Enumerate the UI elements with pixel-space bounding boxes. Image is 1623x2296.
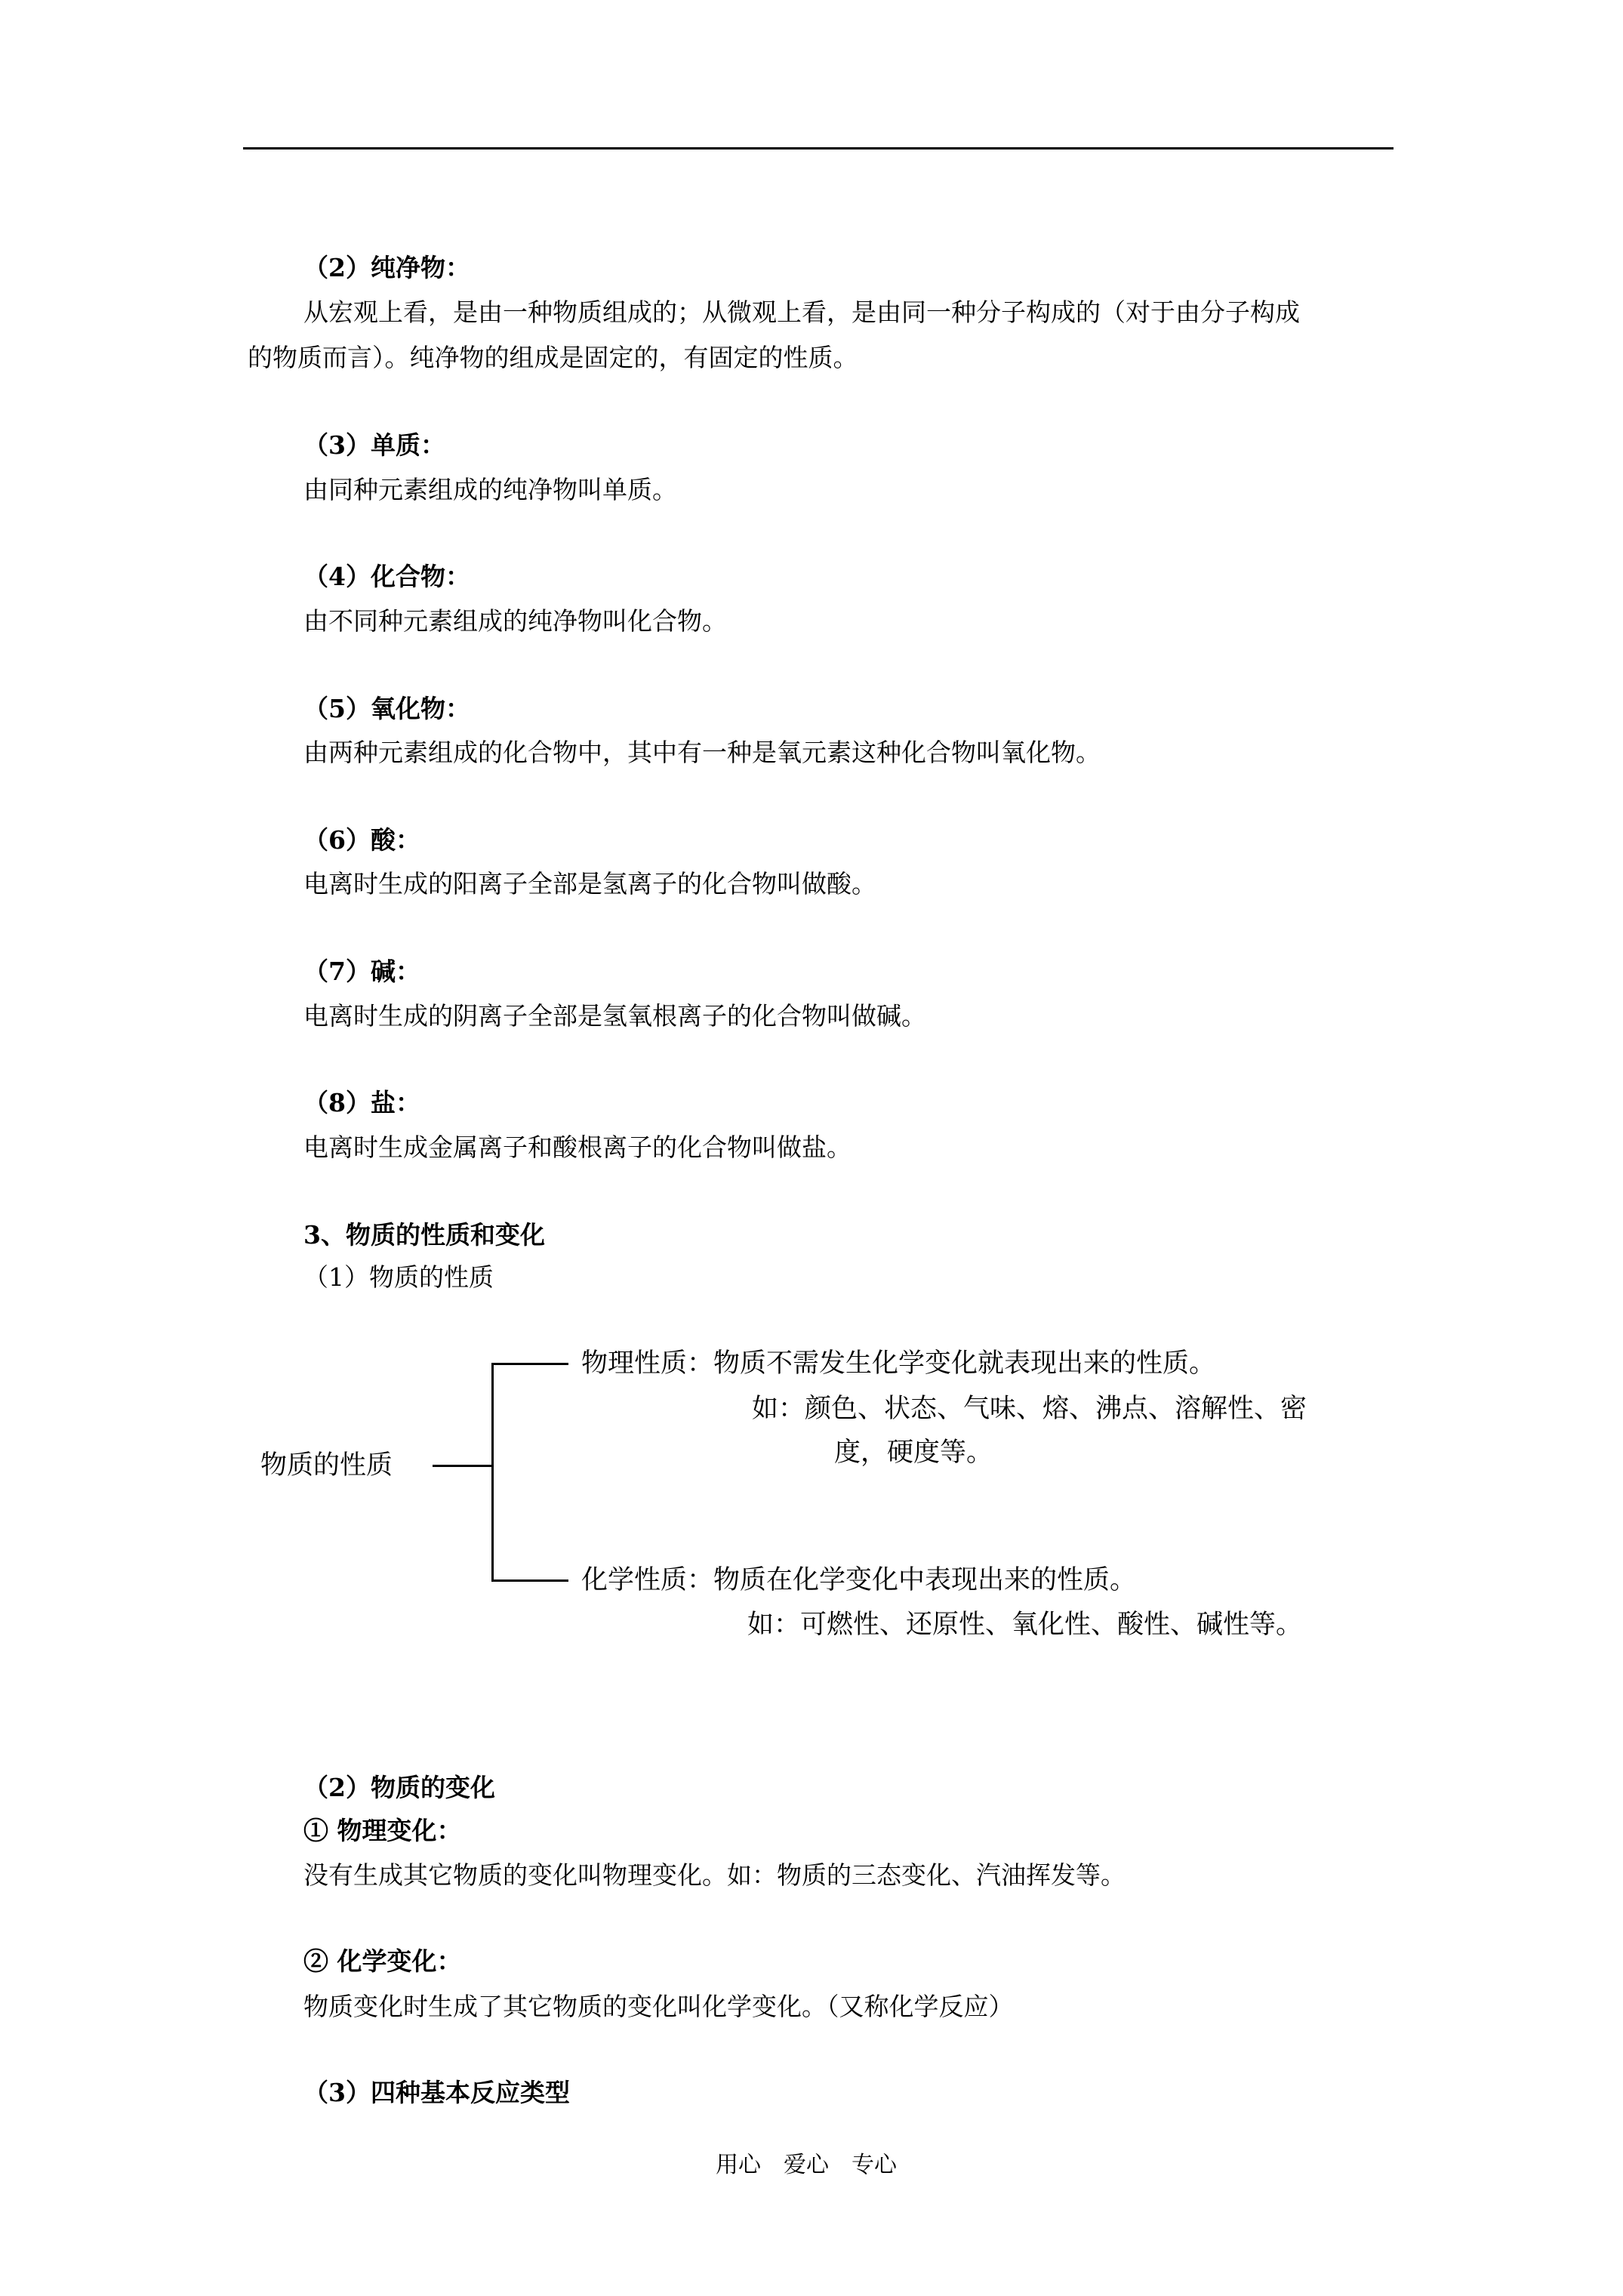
heading-pure-substance: （2）纯净物： [303, 253, 470, 282]
diagram-root-label: 物质的性质 [260, 1450, 393, 1481]
diagram-chemical-label: 化学性质：物质在化学变化中表现出来的性质。 [581, 1565, 1137, 1595]
header-rule [243, 147, 1394, 149]
heading-chemical-change: ② 化学变化： [303, 1946, 462, 1976]
diagram-branch-physical [491, 1363, 568, 1365]
heading-oxide: （5）氧化物： [303, 694, 470, 723]
diagram-physical-label: 物理性质：物质不需发生化学变化就表现出来的性质。 [581, 1348, 1216, 1379]
diagram-physical-example1: 如：颜色、状态、气味、熔、沸点、溶解性、密 [752, 1394, 1307, 1424]
paragraph-pure-line1: 从宏观上看，是由一种物质组成的；从微观上看，是由同一种分子构成的（对于由分子构成 [303, 297, 1300, 327]
heading-salt: （8）盐： [303, 1088, 420, 1117]
paragraph-pure-line2: 的物质而言）。纯净物的组成是固定的，有固定的性质。 [248, 343, 858, 372]
heading-base: （7）碱： [303, 957, 420, 986]
heading-element: （3）单质： [303, 430, 445, 460]
subheading-properties: （1）物质的性质 [303, 1262, 494, 1292]
diagram-bracket-vertical [491, 1363, 494, 1580]
heading-compound: （4）化合物： [303, 562, 470, 591]
heading-acid: （6）酸： [303, 825, 420, 855]
section-title: 3、物质的性质和变化 [303, 1220, 545, 1250]
diagram-branch-chemical [491, 1579, 568, 1582]
paragraph-compound: 由不同种元素组成的纯净物叫化合物。 [303, 606, 727, 636]
subheading-changes: （2）物质的变化 [303, 1773, 495, 1802]
paragraph-oxide: 由两种元素组成的化合物中，其中有一种是氧元素这种化合物叫氧化物。 [303, 738, 1101, 767]
heading-physical-change: ① 物理变化： [303, 1816, 462, 1845]
diagram-root-connector [433, 1465, 493, 1467]
paragraph-chemical-change: 物质变化时生成了其它物质的变化叫化学变化。（又称化学反应） [303, 1992, 1014, 2021]
paragraph-physical-change: 没有生成其它物质的变化叫物理变化。如：物质的三态变化、汽油挥发等。 [303, 1860, 1126, 1890]
paragraph-salt: 电离时生成金属离子和酸根离子的化合物叫做盐。 [303, 1133, 852, 1162]
subheading-reaction-types: （3）四种基本反应类型 [303, 2078, 570, 2107]
paragraph-base: 电离时生成的阴离子全部是氢氧根离子的化合物叫做碱。 [303, 1001, 926, 1031]
page-footer: 用心 爱心 专心 [716, 2152, 897, 2178]
paragraph-element: 由同种元素组成的纯净物叫单质。 [303, 475, 677, 504]
paragraph-acid: 电离时生成的阳离子全部是氢离子的化合物叫做酸。 [303, 869, 876, 898]
diagram-chemical-example: 如：可燃性、还原性、氧化性、酸性、碱性等。 [747, 1610, 1303, 1640]
diagram-physical-example2: 度，硬度等。 [834, 1438, 993, 1468]
